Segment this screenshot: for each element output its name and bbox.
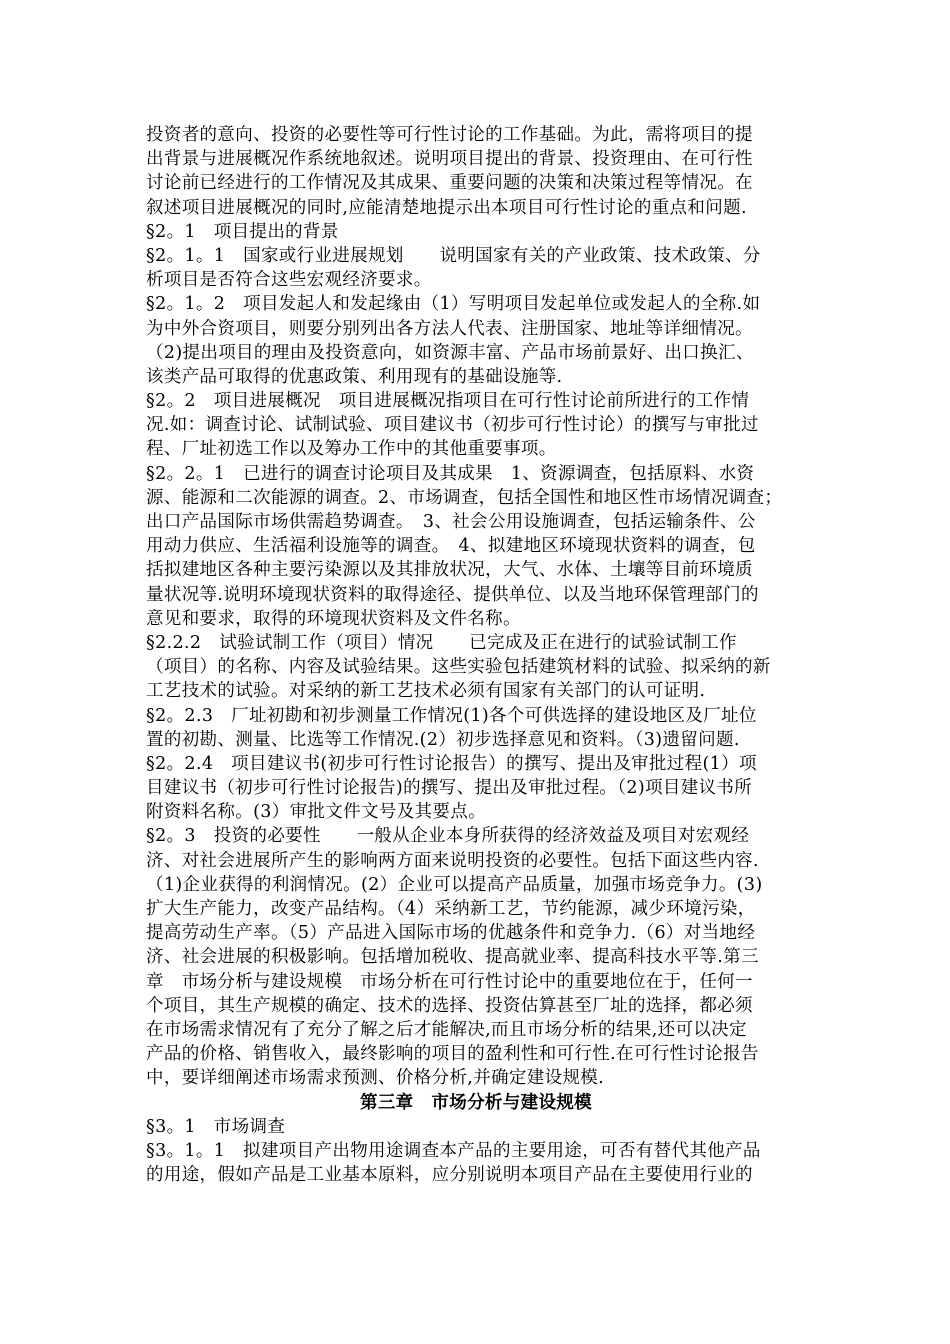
- text-line: 出口产品国际市场供需趋势调查。 3、社会公用设施调查，包括运输条件、公: [146, 512, 756, 532]
- text-line: 产品的价格、销售收入，最终影响的项目的盈利性和可行性.在可行性讨论报告: [146, 1044, 759, 1065]
- text-line: 为中外合资项目，则要分别列出各方法人代表、注册国家、地址等详细情况。: [146, 318, 753, 339]
- text-line: 置的初勘、测量、比选等工作情况.(2）初步选择意见和资料。（3)遗留问题.: [146, 729, 740, 750]
- text-line: 量状况等.说明环境现状资料的取得途径、提供单位、以及当地环保管理部门的: [146, 584, 759, 605]
- text-line: （1)企业获得的利润情况。(2）企业可以提高产品质量，加强市场竞争力。(3): [146, 874, 763, 895]
- text-line: 扩大生产能力，改变产品结构。（4）采纳新工艺，节约能源，减少环境污染，: [146, 899, 756, 919]
- text-line: 况.如：调查讨论、试制试验、项目建议书（初步可行性讨论）的撰写与审批过: [146, 415, 759, 436]
- text-line: 在市场需求情况有了充分了解之后才能解决,而且市场分析的结果,还可以决定: [146, 1019, 747, 1040]
- text-line: 程、厂址初选工作以及筹办工作中的其他重要事项。: [146, 439, 557, 460]
- text-line: §2。2.3 厂址初勘和初步测量工作情况(1)各个可供选择的建设地区及厂址位: [146, 705, 757, 726]
- text-line: 意见和要求，取得的环境现状资料及文件名称。: [146, 608, 521, 629]
- text-line: 出背景与进展概况作系统地叙述。说明项目提出的背景、投资理由、在可行性: [146, 149, 753, 170]
- text-line: §2。2 项目进展概况 项目进展概况指项目在可行性讨论前所进行的工作情: [146, 391, 750, 412]
- text-line: §2。3 投资的必要性 一般从企业本身所获得的经济效益及项目对宏观经: [146, 826, 750, 847]
- text-line: 章 市场分析与建设规模 市场分析在可行性讨论中的重要地位在于，任何一: [146, 971, 753, 992]
- text-line: 中，要详细阐述市场需求预测、价格分析,并确定建设规模.: [146, 1068, 605, 1089]
- chapter-heading: 第三章 市场分析与建设规模: [359, 1092, 593, 1113]
- text-line: 附资料名称。(3）审批文件文号及其要点。: [146, 802, 486, 823]
- text-line: 括拟建地区各种主要污染源以及其排放状况，大气、水体、土壤等目前环境质: [146, 560, 753, 581]
- text-line: 叙述项目进展概况的同时,应能清楚地提示出本项目可行性讨论的重点和问题.: [146, 197, 747, 218]
- text-line: 济、对社会进展所产生的影响两方面来说明投资的必要性。包括下面这些内容.: [146, 850, 759, 871]
- text-line: §2。2。1 已进行的调查讨论项目及其成果 1、资源调查，包括原料、水资: [146, 463, 755, 484]
- document-body-continued: [146, 1115, 806, 1188]
- text-line: 该类产品可取得的优惠政策、利用现有的基础设施等.: [146, 366, 563, 387]
- text-line: （项目）的名称、内容及试验结果。这些实验包括建筑材料的试验、拟采纳的新: [146, 657, 771, 678]
- text-line: §3。1 市场调查: [146, 1116, 286, 1137]
- text-line: 析项目是否符合这些宏观经济要求。: [146, 270, 432, 291]
- text-line: §2。2.4 项目建议书(初步可行性讨论报告）的撰写、提出及审批过程(1）项: [146, 753, 757, 774]
- text-line: 济、社会进展的积极影响。包括增加税收、提高就业率、提高科技水平等.第三: [146, 947, 759, 968]
- text-line: 投资者的意向、投资的必要性等可行性讨论的工作基础。为此，需将项目的提: [146, 125, 753, 145]
- text-line: 工艺技术的试验。对采纳的新工艺技术必须有国家有关部门的认可证明.: [146, 681, 706, 702]
- document-page: [146, 123, 806, 1187]
- text-line: 讨论前已经进行的工作情况及其成果、重要问题的决策和决策过程等情况。在: [146, 173, 753, 194]
- text-line: 个项目，其生产规模的确定、技术的选择、投资估算甚至厂址的选择，都必须: [146, 995, 753, 1016]
- text-line: §2。1 项目提出的背景: [146, 221, 339, 242]
- text-line: §2。1。2 项目发起人和发起缘由（1）写明项目发起单位或发起人的全称.如: [146, 294, 761, 315]
- document-body: [146, 123, 806, 1091]
- text-line: §2。1。1 国家或行业进展规划 说明国家有关的产业政策、技术政策、分: [146, 245, 761, 266]
- text-line: 源、能源和二次能源的调查。2、市场调查，包括全国性和地区性市场情况调查；: [146, 487, 783, 508]
- text-line: 用动力供应、生活福利设施等的调查。 4、拟建地区环境现状资料的调查，包: [146, 536, 756, 557]
- text-line: 的用途，假如产品是工业基本原料，应分别说明本项目产品在主要使用行业的: [146, 1165, 753, 1186]
- text-line: §2.2.2 试验试制工作（项目）情况 已完成及正在进行的试验试制工作: [146, 632, 737, 653]
- text-line: （2)提出项目的理由及投资意向，如资源丰富、产品市场前景好、出口换汇、: [146, 342, 754, 363]
- text-line: 提高劳动生产率。（5）产品进入国际市场的优越条件和竞争力.（6）对当地经: [146, 923, 756, 944]
- text-line: 目建议书（初步可行性讨论报告)的撰写、提出及审批过程。（2)项目建议书所: [146, 778, 753, 799]
- text-line: §3。1。1 拟建项目产出物用途调查本产品的主要用途，可否有替代其他产品: [146, 1140, 761, 1161]
